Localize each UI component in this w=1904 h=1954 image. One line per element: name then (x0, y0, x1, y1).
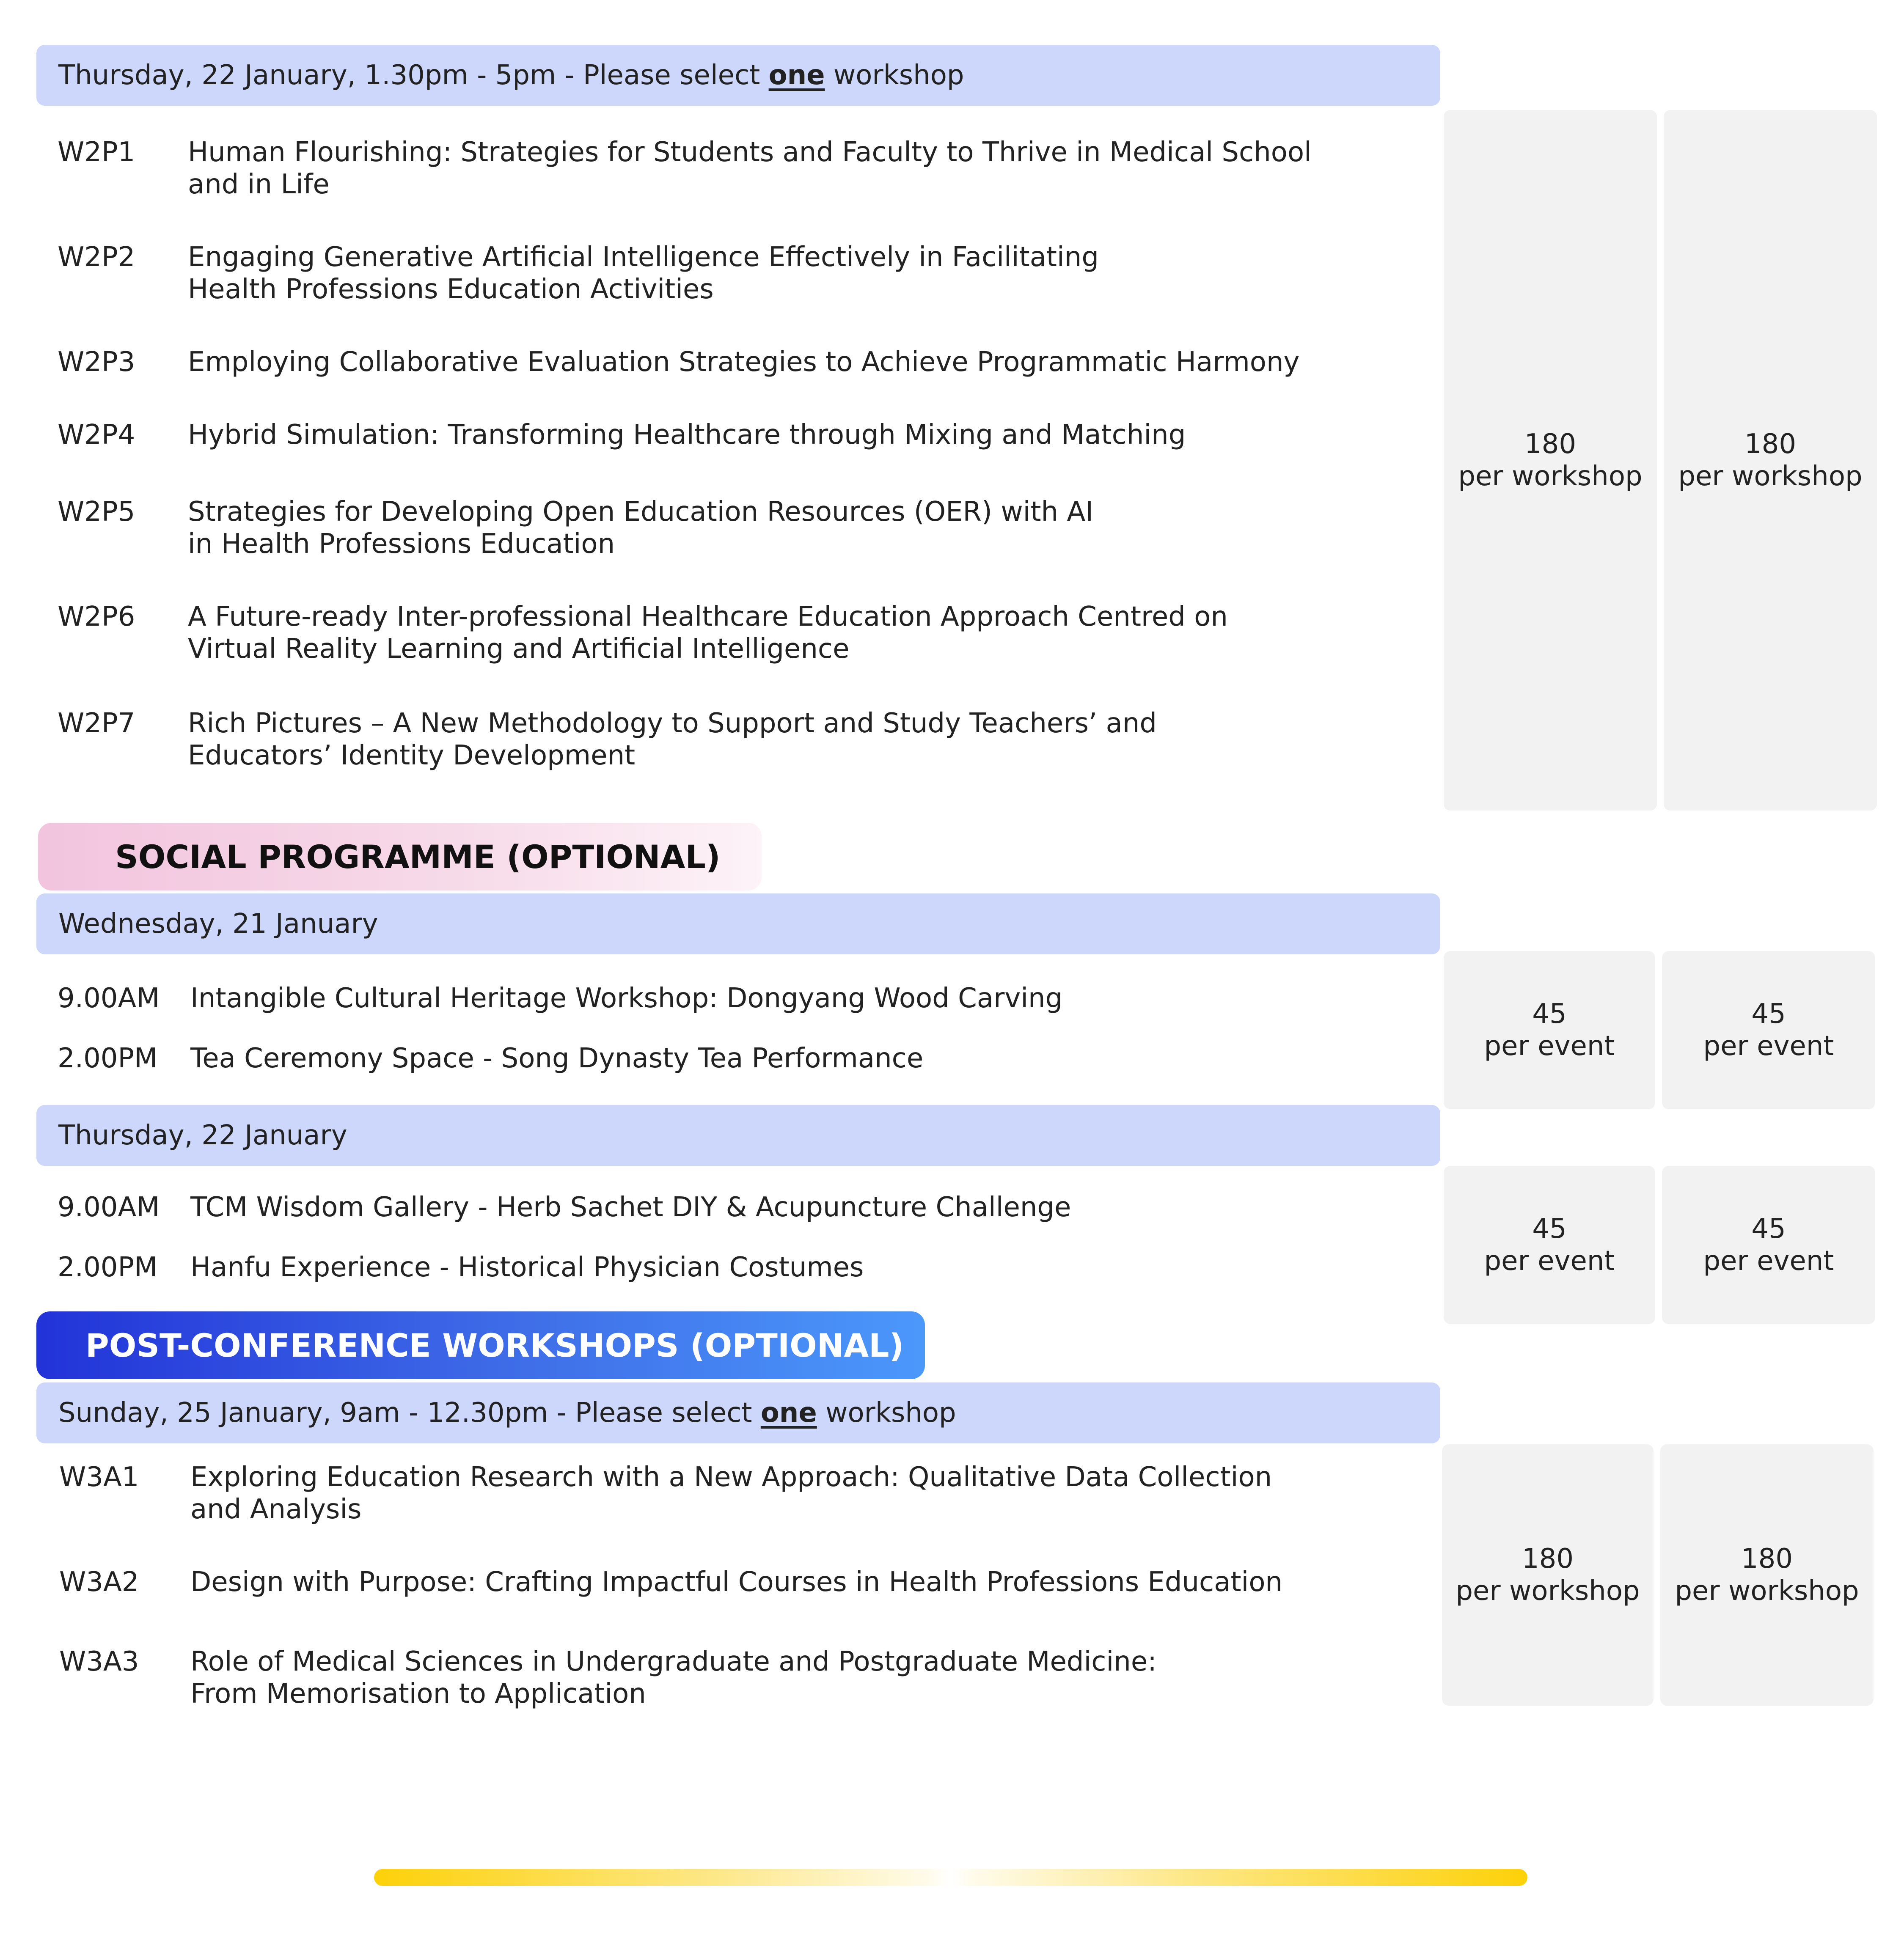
workshop-code: W2P2 (58, 242, 135, 273)
title-line: Hybrid Simulation: Transforming Healthcare through Mixing and Matching (188, 419, 1186, 451)
price-cell (1442, 1444, 1654, 1706)
event-time: 2.00PM (58, 1043, 158, 1074)
workshop-code: W3A2 (59, 1566, 139, 1598)
event-title: Intangible Cultural Heritage Workshop: Dongyang Wood Carving (190, 983, 1063, 1014)
title-line: and in Life (188, 169, 330, 200)
title-line: Virtual Reality Learning and Artificial Intelligence (188, 633, 850, 665)
title-line: and Analysis (190, 1494, 362, 1525)
price-amount: 45 (1751, 998, 1786, 1030)
price-cell (1660, 1444, 1874, 1706)
workshop-title (188, 601, 1339, 665)
title-line: Rich Pictures – A New Methodology to Support and Study Teachers’ and (188, 708, 1157, 739)
price-amount: 180 (1741, 1543, 1793, 1575)
price-unit: per event (1703, 1245, 1834, 1277)
event-title: TCM Wisdom Gallery - Herb Sachet DIY & Acupuncture Challenge (190, 1192, 1071, 1223)
price-unit: per workshop (1678, 461, 1863, 492)
workshop-code: W2P5 (58, 496, 135, 528)
workshop-title (188, 136, 1339, 201)
price-unit: per event (1484, 1031, 1615, 1062)
social-programme-heading: SOCIAL PROGRAMME (OPTIONAL) (38, 823, 762, 890)
price-unit: per workshop (1675, 1575, 1859, 1607)
price-cell (1444, 951, 1655, 1109)
session-header-sunday (36, 1382, 1440, 1443)
decorative-divider (374, 1869, 1527, 1886)
session-header-text: Thursday, 22 January, 1.30pm - 5pm - Please select one workshop (58, 60, 964, 91)
workshop-code: W3A1 (59, 1462, 139, 1493)
workshop-title (190, 1461, 1341, 1525)
event-time: 9.00AM (58, 1192, 160, 1223)
price-amount: 45 (1532, 1213, 1567, 1245)
title-line: Human Flourishing: Strategies for Students and Faculty to Thrive in Medical School (188, 137, 1312, 168)
price-unit: per event (1484, 1245, 1615, 1277)
title-line: Engaging Generative Artificial Intelligence Effectively in Facilitating (188, 242, 1099, 273)
title-line: Role of Medical Sciences in Undergraduate and Postgraduate Medicine: (190, 1646, 1157, 1677)
price-cell (1662, 1166, 1875, 1324)
workshop-title (188, 496, 1339, 560)
price-cell (1444, 110, 1657, 811)
title-line: Employing Collaborative Evaluation Strategies to Achieve Programmatic Harmony (188, 346, 1300, 378)
price-amount: 180 (1522, 1543, 1574, 1575)
post-conference-heading: POST-CONFERENCE WORKSHOPS (OPTIONAL) (36, 1311, 925, 1379)
event-title: Tea Ceremony Space - Song Dynasty Tea Performance (190, 1043, 924, 1074)
price-unit: per workshop (1458, 461, 1643, 492)
workshop-title (190, 1646, 1341, 1710)
event-time: 9.00AM (58, 983, 160, 1014)
workshop-code: W2P1 (58, 137, 135, 168)
price-amount: 180 (1524, 429, 1577, 460)
workshop-code: W2P6 (58, 601, 135, 632)
session-header-thursday-workshops (36, 45, 1440, 106)
title-line: Educators’ Identity Development (188, 740, 636, 771)
price-amount: 180 (1744, 429, 1797, 460)
workshop-code: W2P7 (58, 708, 135, 739)
session-header-wednesday (36, 893, 1440, 954)
event-title: Hanfu Experience - Historical Physician Costumes (190, 1252, 864, 1283)
price-cell (1664, 110, 1877, 811)
price-cell (1662, 951, 1875, 1109)
session-header-text: Sunday, 25 January, 9am - 12.30pm - Please select one workshop (58, 1397, 956, 1429)
workshop-title (188, 241, 1339, 305)
workshop-code: W3A3 (59, 1646, 139, 1677)
workshop-title (188, 707, 1339, 772)
title-line: A Future-ready Inter-professional Healthcare Education Approach Centred on (188, 601, 1228, 632)
title-line: Design with Purpose: Crafting Impactful Courses in Health Professions Education (190, 1566, 1283, 1598)
title-line: From Memorisation to Application (190, 1678, 646, 1709)
workshop-title (190, 1566, 1341, 1598)
title-line: Health Professions Education Activities (188, 274, 714, 305)
title-line: in Health Professions Education (188, 528, 615, 560)
workshop-title (188, 419, 1339, 451)
event-time: 2.00PM (58, 1252, 158, 1283)
title-line: Strategies for Developing Open Education Resources (OER) with AI (188, 496, 1094, 528)
price-unit: per workshop (1456, 1575, 1640, 1607)
price-amount: 45 (1532, 998, 1567, 1030)
workshop-title (188, 346, 1339, 378)
session-header-thursday-social (36, 1105, 1440, 1166)
session-header-text: Wednesday, 21 January (58, 908, 378, 940)
price-amount: 45 (1751, 1213, 1786, 1245)
price-unit: per event (1703, 1031, 1834, 1062)
price-cell (1444, 1166, 1655, 1324)
workshop-code: W2P3 (58, 346, 135, 378)
session-header-text: Thursday, 22 January (58, 1120, 347, 1151)
title-line: Exploring Education Research with a New Approach: Qualitative Data Collection (190, 1462, 1272, 1493)
workshop-code: W2P4 (58, 419, 135, 451)
